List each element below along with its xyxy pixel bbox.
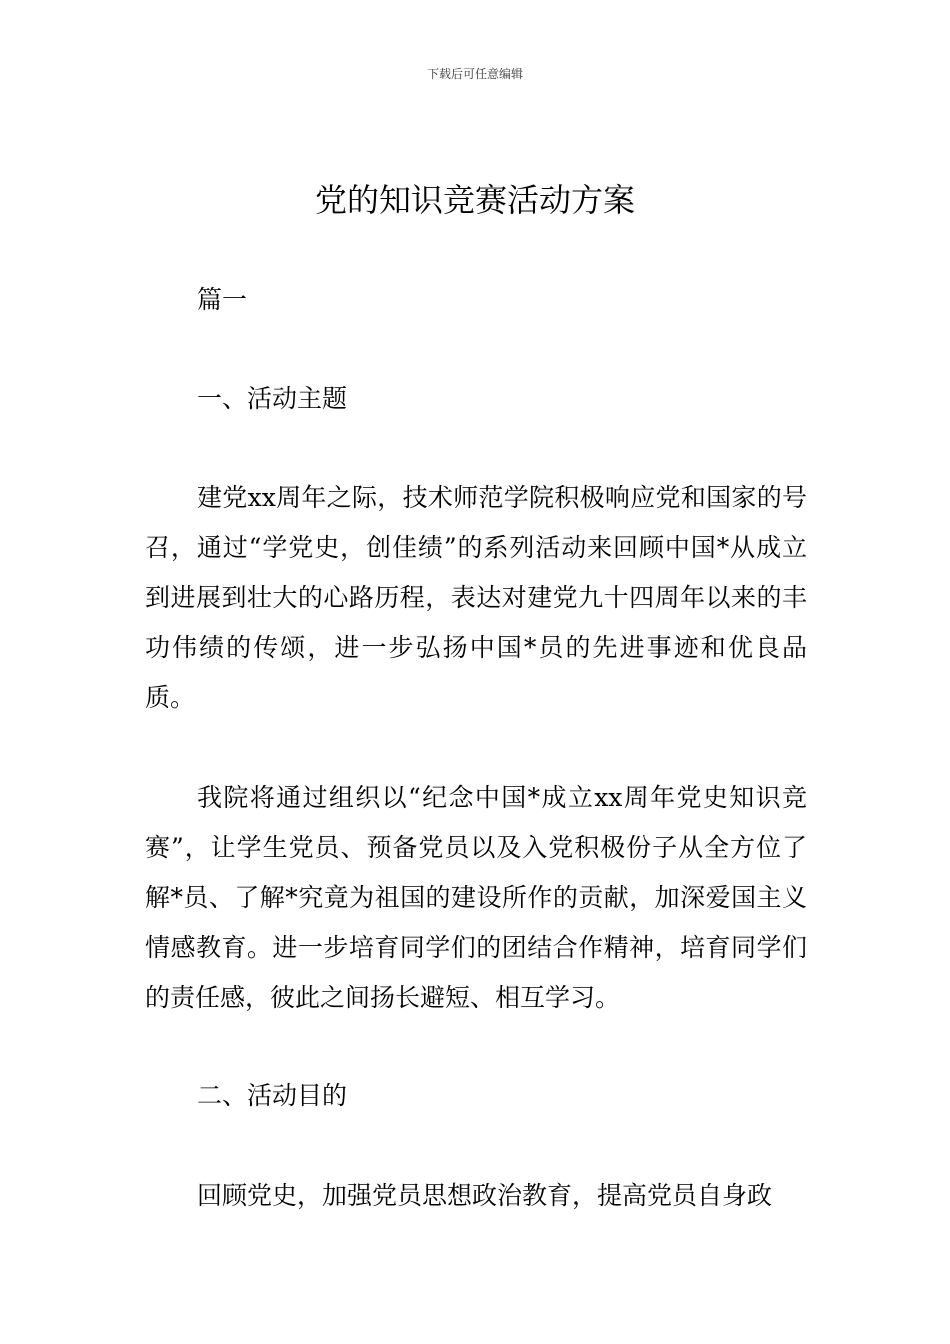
paragraph-theme-plan: 我院将通过组织以“纪念中国*成立xx周年党史知识竞赛”，让学生党员、预备党员以及入党积极份子从全方位了解*员、了解*究竟为祖国的建设所作的贡献，加深爱国主义情感教育。进一步培育同学们的团结合作精神，培育同学们的责任感，彼此之间扬长避短、相互学习。 <box>145 783 807 1012</box>
header-note: 下载后可任意编辑 <box>426 67 523 81</box>
page-title: 党的知识竞赛活动方案 <box>314 181 635 219</box>
section-heading-theme: 一、活动主题 <box>197 384 348 413</box>
piece-label: 篇一 <box>197 285 248 314</box>
section-heading-purpose: 二、活动目的 <box>197 1081 348 1110</box>
paragraph-purpose: 回顾党史，加强党员思想政治教育，提高党员自身政 <box>197 1181 773 1210</box>
paragraph-theme-intro: 建党xx周年之际，技术师范学院积极响应党和国家的号召，通过“学党史，创佳绩”的系列活动来回顾中国*从成立到进展到壮大的心路历程，表达对建党九十四周年以来的丰功伟绩的传颂，进一步弘扬中国*员的先进事迹和优良品质。 <box>145 483 807 712</box>
